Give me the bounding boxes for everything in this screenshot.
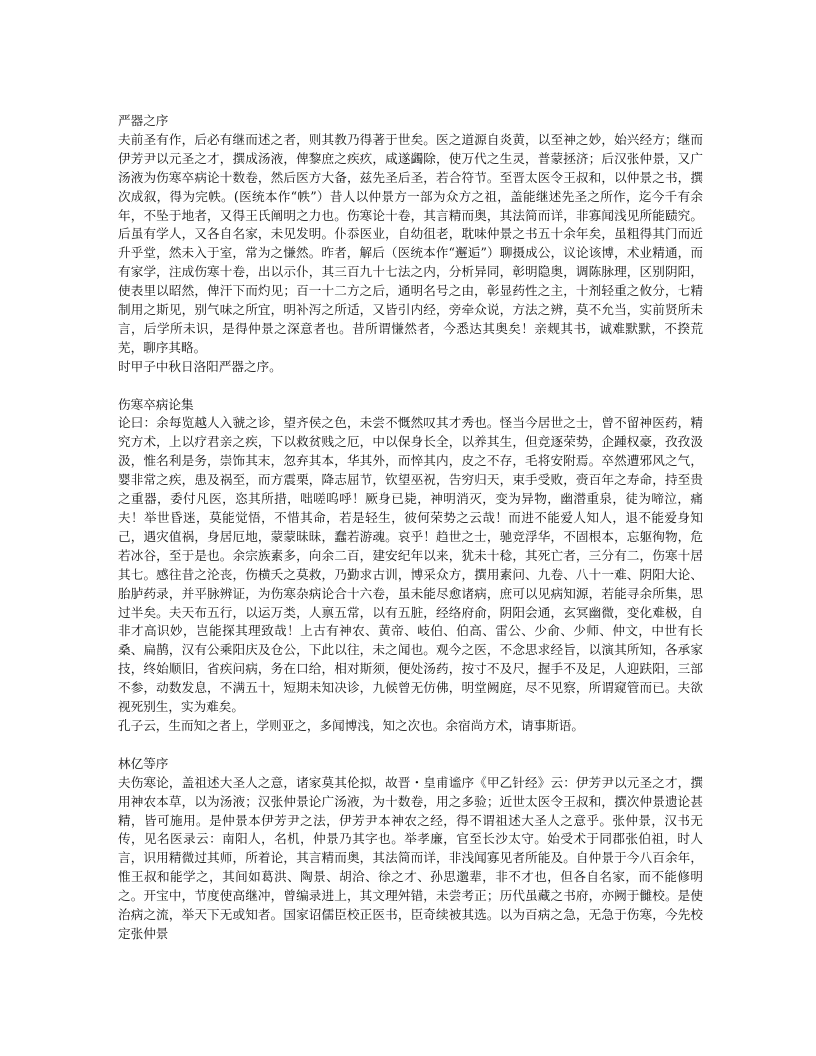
paragraph: 夫伤寒论，盖祖述大圣人之意，诸家莫其伦拟，故晋・皇甫谧序《甲乙针经》云：伊芳尹以元圣之才，撰用神农本草，以为汤液；汉张仲景论广汤液，为十数卷，用之多验；近世太医令王叔和，撰次仲景遗论甚精，皆可施用。是仲景本伊芳尹之法，伊芳尹本神农之经，得不谓祖述大圣人之意乎。张仲景，汉书无传，见名医录云：南阳人，名机，仲景乃其字也。举孝廉，官至长沙太守。始受术于同郡张伯祖，时人言，识用精微过其师，所着论，其言精而奥，其法简而详，非浅闻寡见者所能及。自仲景于今八百余年，惟王叔和能学之，其间如葛洪、陶景、胡洽、徐之才、孙思邈辈，非不才也，但各自名家，而不能修明之。开宝中，节度使高继冲，曾编录进上，其文理舛错，未尝考正；历代虽藏之书府，亦阙于雠校。是使治病之流，举天下无或知者。国家诏儒臣校正医书，臣奇续被其选。以为百病之急，无急于伤寒，今先校定张仲景 (118, 774, 703, 941)
section-title: 严器之序 (118, 113, 169, 128)
section-title: 伤寒卒病论集 (118, 396, 194, 412)
paragraph: 论曰：余每览越人入虢之诊，望齐侯之色，未尝不慨然叹其才秀也。怪当今居世之士，曾不留神医药，精究方术，上以疗君亲之疾，下以救贫贱之厄，中以保身长全，以养其生，但竞逐荣势，企踵权豪，孜孜汲汲，惟名利是务，崇饰其末，忽弃其本，华其外，而悴其内，皮之不存，毛将安附焉。卒然遭邪风之气，婴非常之疾，患及祸至，而方震栗，降志屈节，钦望巫祝，告穷归天，束手受败，赍百年之寿命，持至贵之重器，委付凡医，恣其所措，咄嗟呜呼！厥身已毙，神明消灭，变为异物，幽潜重泉，徒为啼泣，痛夫！举世昏迷，莫能觉悟，不惜其命，若是轻生，彼何荣势之云哉！而进不能爱人知人，退不能爱身知己，遇灾值祸，身居厄地，蒙蒙昧昧，蠢若游魂。哀乎！趋世之士，驰竞浮华，不固根本，忘躯徇物，危若冰谷，至于是也。余宗族素多，向余二百，建安纪年以来，犹未十稔，其死亡者，三分有二，伤寒十居其七。感往昔之沦丧，伤横夭之莫救，乃勤求古训，博采众方，撰用素问、九卷、八十一难、阴阳大论、胎胪药录，并平脉辨证，为伤寒杂病论合十六卷，虽未能尽愈诸病，庶可以见病知源，若能寻余所集，思过半矣。夫天布五行，以运万类，人禀五常，以有五脏，经络府俞，阴阳会通，玄冥幽微，变化难极，自非才高识妙，岂能探其理致哉！上古有神农、黄帝、岐伯、伯高、雷公、少俞、少师、仲文，中世有长桑、扁鹊，汉有公乘阳庆及仓公，下此以往，未之闻也。观今之医，不念思求经旨，以演其所知，各承家技，终始顺旧，省疾问病，务在口给，相对斯须，便处汤药，按寸不及尺，握手不及足，人迎趺阳，三部不参，动数发息，不满五十，短期未知决诊，九候曾无仿佛，明堂阙庭，尽不见察，所谓窥管而已。夫欲视死别生，实为难矣。 (118, 415, 703, 715)
paragraph: 孔子云，生而知之者上，学则亚之，多闻博浅，知之次也。余宿尚方术，请事斯语。 (118, 717, 584, 733)
section-lin-yi-preface (118, 755, 703, 944)
section-yan-qi-preface (118, 112, 703, 377)
section-title: 林亿等序 (118, 755, 169, 771)
document-page (118, 112, 703, 963)
section-shanghan-collection (118, 396, 703, 736)
paragraph: 夫前圣有作，后必有继而述之者，则其教乃得著于世矣。医之道源自炎黄，以至神之妙，始兴经方；继而伊芳尹以元圣之才，撰成汤液，俾黎庶之疾疚，咸遂蠲除，使万代之生灵，普蒙拯济；后汉张仲景，又广汤液为伤寒卒病论十数卷，然后医方大备，兹先圣后圣，若合符节。至晋太医令王叔和，以仲景之书，撰次成叙，得为完帙。(医统本作“帙”）昔人以仲景方一部为众方之祖，盖能继述先圣之所作，迄今千有余年，不坠于地者，又得王氏阐明之力也。伤寒论十卷，其言精而奥，其法简而详，非寡闻浅见所能赜究。后虽有学人，又各自名家，未见发明。仆忝医业，自幼徂老，耽味仲景之书五十余年矣，虽粗得其门而近升乎堂，然未入于室，常为之慊然。昨者，解后（医统本作“邂逅”）聊摄成公，议论该博，术业精通，而有家学，注成伤寒十卷，出以示仆，其三百九十七法之内，分析异同，彰明隐奥，调陈脉理，区别阴阳，使表里以昭然，俾汗下而灼见；百一十二方之后，通明名号之由，彰显药性之主，十剂轻重之攸分，七精制用之斯见，别气味之所宜，明补泻之所适，又皆引内经，旁牵众说，方法之辨，莫不允当，实前贤所未言，后学所未识，是得仲景之深意者也。昔所谓慊然者，今悉达其奥矣！亲觌其书，诚难默默，不揆荒芜，聊序其略。 (118, 131, 703, 355)
paragraph: 时甲子中秋日洛阳严器之序。 (118, 358, 282, 374)
